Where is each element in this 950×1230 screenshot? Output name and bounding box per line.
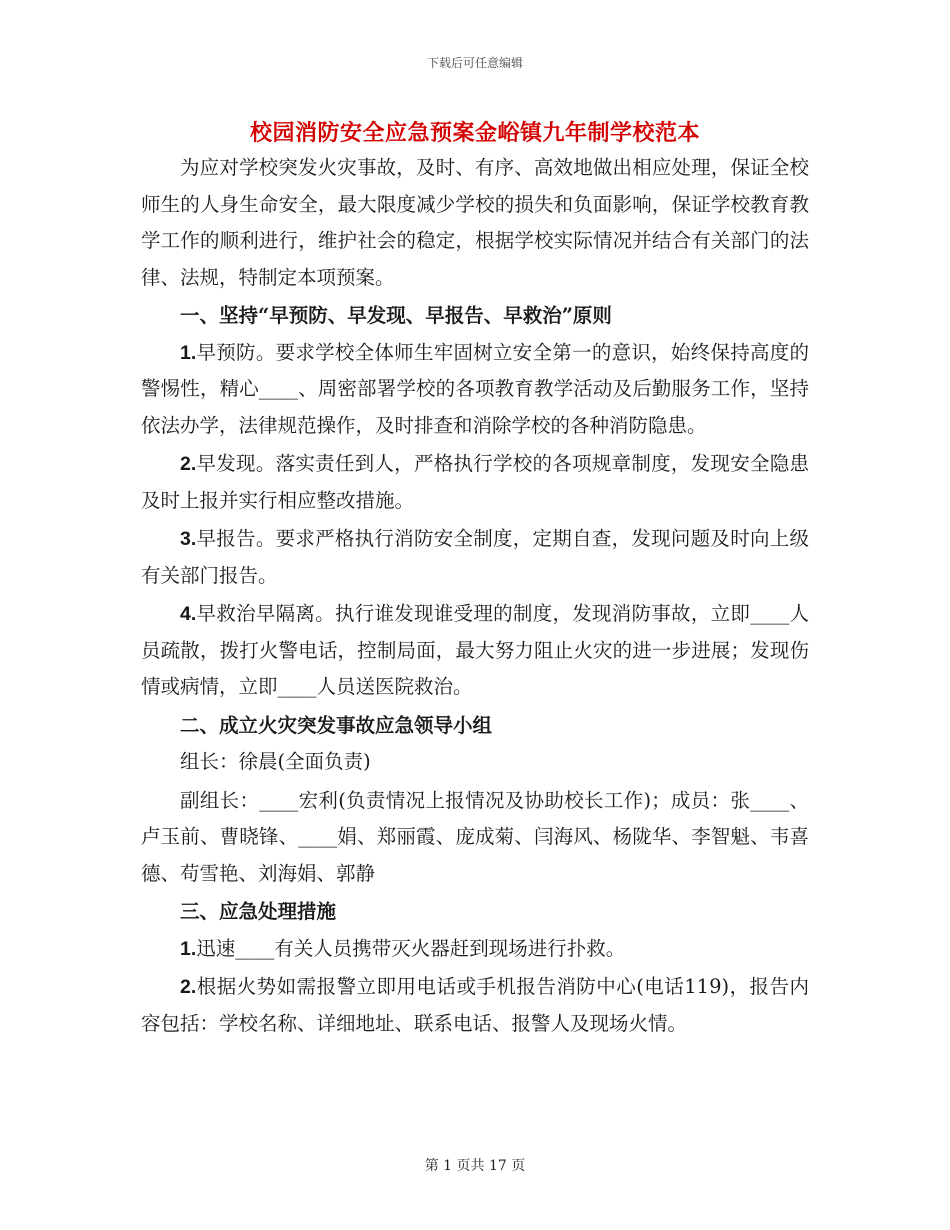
leader-line: 组长：徐晨(全面负责) [180, 750, 371, 773]
section-2-heading: 二、成立火灾突发事故应急领导小组 [180, 713, 493, 737]
members-paragraph: 副组长：____宏利(负责情况上报情况及协助校长工作)；成员：张____、卢玉前、曹晓锋、____娟、郑丽霞、庞成菊、闫海风、杨陇华、李智魁、韦喜德、苟雪艳、刘海娟、郭静 [141, 788, 809, 885]
item-text: 早救治早隔离。执行谁发现谁受理的制度，发现消防事故，立即____人员疏散，拨打火警电话，控制局面，最大努力阻止火灾的进一步进展；发现伤情或病情，立即____人员送医院救治。 [141, 602, 809, 698]
item-number: 1. [180, 937, 197, 960]
section-1-item-2 [141, 446, 809, 519]
document-body [141, 150, 809, 1042]
item-text: 迅速____有关人员携带灭火器赶到现场进行扑救。 [196, 936, 626, 960]
item-number: 3. [180, 528, 197, 550]
intro-paragraph: 为应对学校突发火灾事故，及时、有序、高效地做出相应处理，保证全校师生的人身生命安全，最大限度减少学校的损失和负面影响，保证学校教育教学工作的顺利进行，维护社会的稳定，根据学校实际情况并结合有关部门的法律、法规，特制定本项预案。 [141, 156, 809, 289]
section-1-item-3 [141, 521, 809, 594]
document-title: 校园消防安全应急预案金峪镇九年制学校范本 [249, 120, 700, 146]
section-1-heading: 一、坚持“早预防、早发现、早报告、早救治”原则 [180, 304, 612, 327]
item-number: 4. [180, 603, 197, 625]
section-3-item-2 [141, 969, 809, 1042]
section-1-item-1 [141, 335, 809, 445]
section-3-heading: 三、应急处理措施 [180, 900, 337, 923]
item-text: 早报告。要求严格执行消防安全制度，定期自查，发现问题及时向上级有关部门报告。 [141, 527, 809, 587]
page-footer: 第 1 页共 17 页 [424, 1158, 526, 1174]
item-number: 1. [180, 341, 197, 364]
header-note: 下载后可任意编辑 [426, 56, 523, 70]
item-number: 2. [180, 976, 197, 998]
item-number: 2. [180, 453, 197, 475]
section-1-item-4 [141, 596, 809, 706]
item-text: 根据火势如需报警立即用电话或手机报告消防中心(电话119)，报告内容包括：学校名称、详细地址、联系电话、报警人及现场火情。 [141, 975, 809, 1035]
item-text: 早发现。落实责任到人，严格执行学校的各项规章制度，发现安全隐患及时上报并实行相应整改措施。 [141, 452, 809, 512]
section-3-item-1 [141, 931, 809, 968]
item-text: 早预防。要求学校全体师生牢固树立安全第一的意识，始终保持高度的警惕性，精心____、周密部署学校的各项教育教学活动及后勤服务工作，坚持依法办学，法律规范操作，及时排查和消除学校的各种消防隐患。 [141, 340, 809, 437]
